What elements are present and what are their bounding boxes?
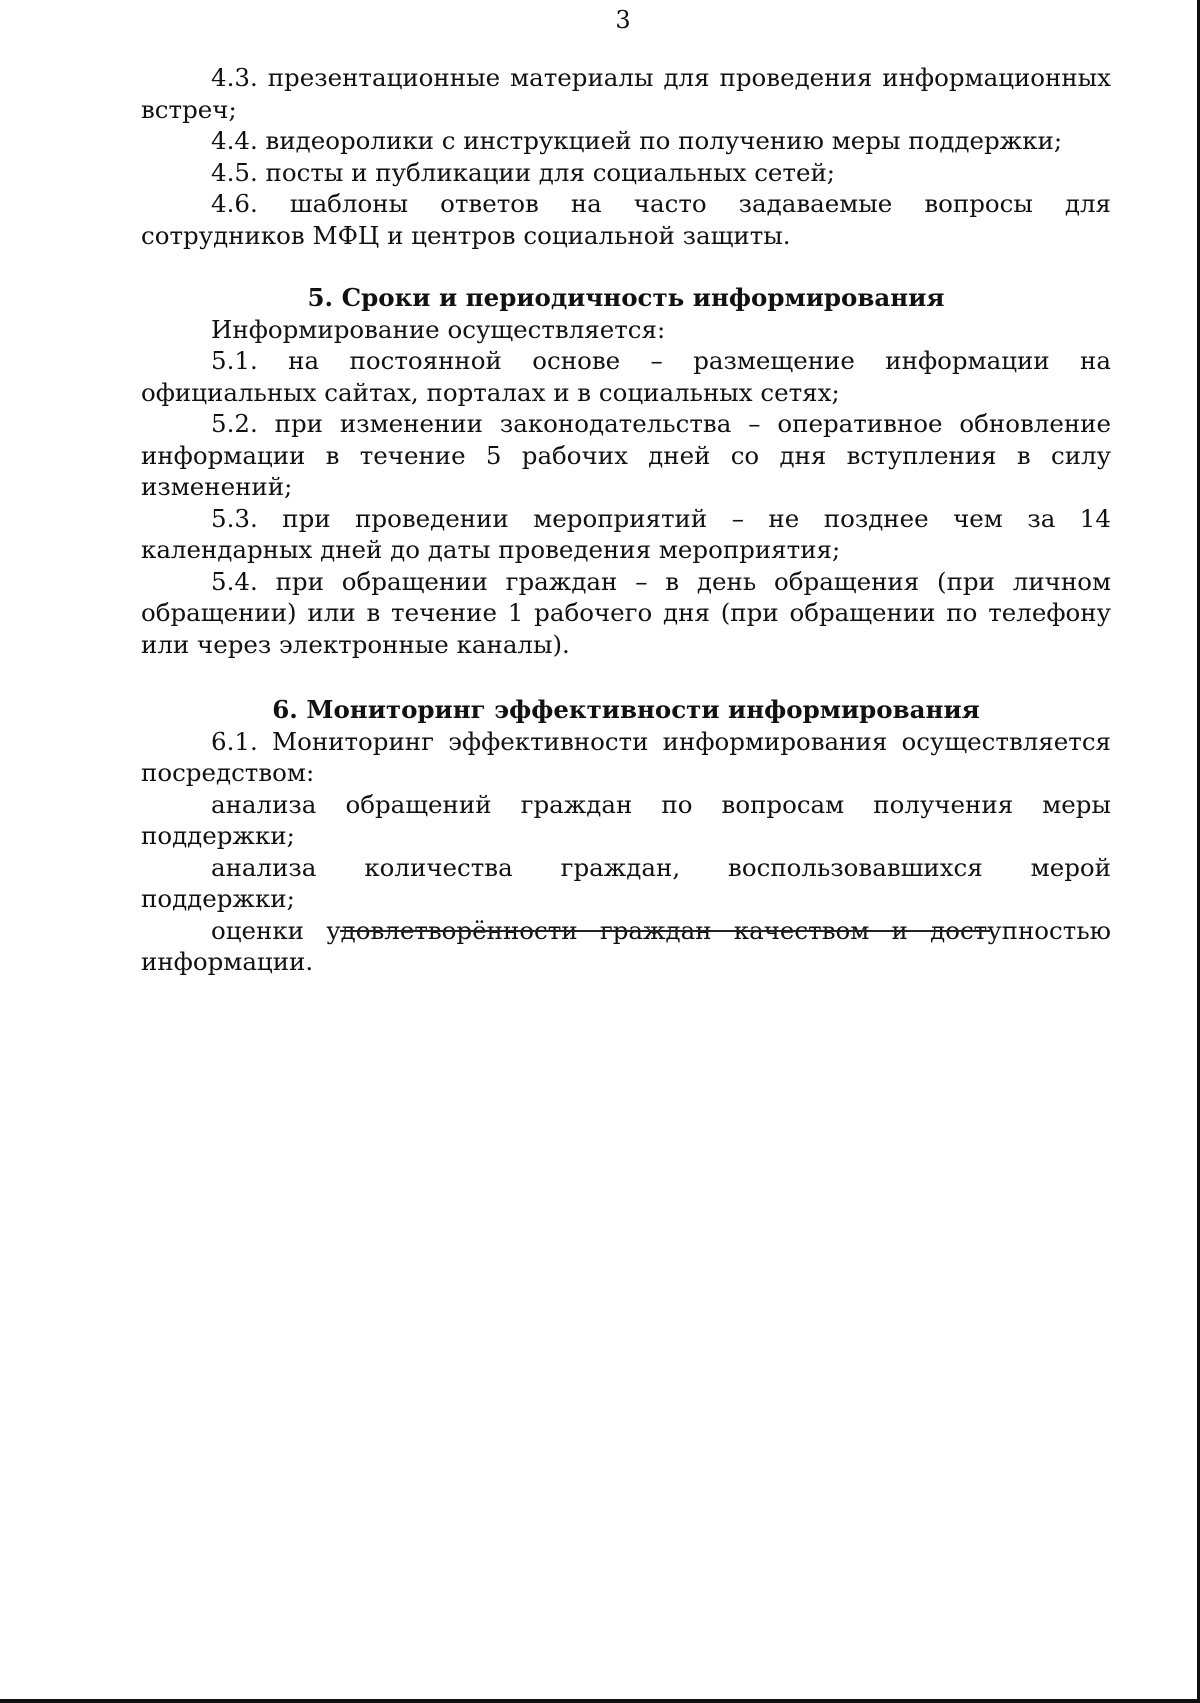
item-6-1-bullet-1: анализа обращений граждан по вопросам получения меры поддержки;: [141, 789, 1111, 850]
item-4-3: 4.3. презентационные материалы для проведения информационных встреч;: [141, 63, 1111, 124]
item-5-1: 5.1. на постоянной основе – размещение информации на официальных сайтах, порталах и в социальных сетях;: [141, 346, 1111, 407]
section-gap: [141, 660, 1111, 694]
section-5-intro: Информирование осуществляется:: [211, 314, 666, 344]
scan-edge-bottom: [0, 1699, 1200, 1703]
item-5-3: 5.3. при проведении мероприятий – не позднее чем за 14 календарных дней до даты проведения мероприятия;: [141, 503, 1111, 564]
section-gap: [141, 251, 1111, 282]
document-body: [141, 62, 1111, 978]
item-4-4: 4.4. видеоролики с инструкцией по получению меры поддержки;: [211, 126, 1063, 155]
item-4-6: 4.6. шаблоны ответов на часто задаваемые вопросы для сотрудников МФЦ и центров социальной защиты.: [141, 189, 1111, 250]
item-6-1-bullet-3: оценки удовлетворённости граждан качеством и доступностью информации.: [141, 915, 1111, 976]
item-4-5: 4.5. посты и публикации для социальных сетей;: [211, 157, 836, 187]
item-6-1-bullet-2: анализа количества граждан, воспользовавшихся мерой поддержки;: [141, 852, 1111, 913]
item-5-2: 5.2. при изменении законодательства – оперативное обновление информации в течение 5 рабочих дней со дня вступления в силу изменений;: [141, 409, 1111, 501]
item-6-1: 6.1. Мониторинг эффективности информирования осуществляется посредством:: [141, 726, 1111, 787]
end-of-document-line: [340, 930, 990, 932]
section-5-heading: 5. Сроки и периодичность информирования: [307, 283, 945, 312]
section-6-heading: 6. Мониторинг эффективности информирования: [272, 695, 980, 724]
item-5-4: 5.4. при обращении граждан – в день обращения (при личном обращении) или в течение 1 рабочего дня (при обращении по телефону или через электронные каналы).: [141, 566, 1111, 659]
page-number: 3: [615, 6, 631, 34]
